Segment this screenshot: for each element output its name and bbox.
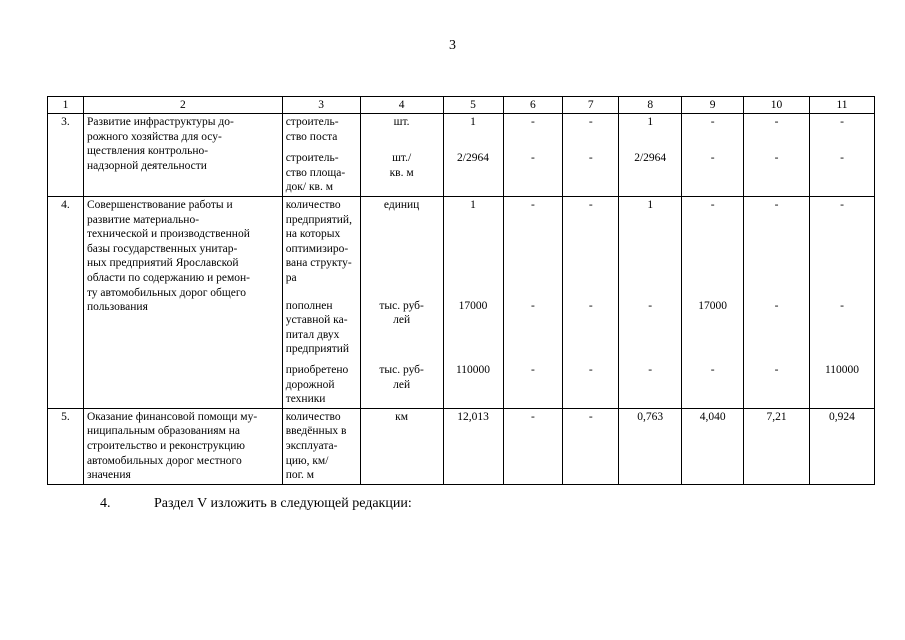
value-cell xyxy=(809,408,874,484)
value: - xyxy=(774,363,779,376)
value: 7,21 xyxy=(766,410,787,423)
footer-instruction xyxy=(100,496,412,512)
measure-name-line: технической и производственной xyxy=(86,228,250,241)
indicator-line: уставной ка- xyxy=(285,314,348,327)
value: 17000 xyxy=(458,299,488,312)
value: - xyxy=(531,363,535,376)
unit-line: шт./ xyxy=(392,152,412,165)
value-cell xyxy=(619,196,682,408)
value-cell xyxy=(744,408,810,484)
unit-line: кв. м xyxy=(389,166,414,179)
measure-name xyxy=(83,114,282,197)
header-cell: 3 xyxy=(282,97,360,114)
unit-cell xyxy=(360,196,443,408)
value: - xyxy=(588,198,593,211)
measure-name-line: рожного хозяйства для осу- xyxy=(86,130,222,143)
value: 110000 xyxy=(824,363,860,376)
indicator-line: предприятий, xyxy=(285,213,352,226)
unit-cell xyxy=(360,408,443,484)
measure-name-line: автомобильных дорог местного xyxy=(86,454,242,467)
value: 2/2964 xyxy=(457,152,489,165)
value: - xyxy=(531,299,535,312)
header-cell: 9 xyxy=(682,97,744,114)
indicator-line: дорожной xyxy=(285,378,335,391)
value: 1 xyxy=(647,198,654,211)
value-cell xyxy=(443,114,503,197)
value-cell xyxy=(563,114,619,197)
measure-name-line: Развитие инфраструктуры до- xyxy=(86,116,234,128)
table-row xyxy=(48,408,875,484)
value: - xyxy=(588,410,593,423)
indicator-line: количество xyxy=(285,198,341,211)
value: 1 xyxy=(647,116,654,128)
measure-name xyxy=(83,408,282,484)
value: - xyxy=(840,152,844,165)
row-number: 4. xyxy=(48,196,84,408)
value-cell xyxy=(682,196,744,408)
measure-name-line: значения xyxy=(86,469,131,482)
value: - xyxy=(710,363,715,376)
value: - xyxy=(774,152,779,165)
header-cell: 4 xyxy=(360,97,443,114)
unit-line: км xyxy=(395,410,409,423)
measure-name-line: Оказание финансовой помощи му- xyxy=(86,410,258,423)
indicator-line: техники xyxy=(285,393,326,406)
row-number: 5. xyxy=(48,408,84,484)
value: - xyxy=(710,152,715,165)
indicator-line: ство площа- xyxy=(285,166,346,179)
table-row xyxy=(48,114,875,197)
value: - xyxy=(531,152,535,165)
value: - xyxy=(588,152,593,165)
unit-line: тыс. руб- xyxy=(379,299,424,312)
measure-name-line: ниципальным образованиям на xyxy=(86,425,241,438)
unit-line: единиц xyxy=(383,198,420,211)
value-cell xyxy=(619,408,682,484)
header-cell: 8 xyxy=(619,97,682,114)
value-cell xyxy=(503,196,563,408)
header-cell: 7 xyxy=(563,97,619,114)
value: - xyxy=(648,299,653,312)
indicator-cell xyxy=(282,408,360,484)
header-cell: 10 xyxy=(744,97,810,114)
indicator-line: пог. м xyxy=(285,469,315,482)
value: 12,013 xyxy=(457,410,489,423)
indicator-line: количество xyxy=(285,410,341,423)
value-cell xyxy=(443,408,503,484)
value: 2/2964 xyxy=(634,152,667,165)
value-cell xyxy=(443,196,503,408)
value-cell xyxy=(809,114,874,197)
indicator-line: ство поста xyxy=(285,130,338,143)
footer-text: Раздел V изложить в следующей редакции: xyxy=(154,496,412,511)
measure-name xyxy=(83,196,282,408)
value: 17000 xyxy=(698,299,727,312)
unit-line: лей xyxy=(393,314,411,327)
value: - xyxy=(710,116,715,128)
header-cell: 2 xyxy=(83,97,282,114)
value: - xyxy=(774,299,779,312)
indicator-line: строитель- xyxy=(285,152,339,165)
measure-name-line: ществления контрольно- xyxy=(86,145,209,158)
header-cell: 1 xyxy=(48,97,84,114)
unit-line: шт. xyxy=(393,116,410,128)
value-cell xyxy=(682,408,744,484)
page-number: 3 xyxy=(449,38,456,53)
table-row xyxy=(48,196,875,408)
indicator-line: пополнен xyxy=(285,299,333,312)
value: - xyxy=(840,299,844,312)
value-cell xyxy=(619,114,682,197)
indicator-cell xyxy=(282,196,360,408)
value-cell xyxy=(744,114,810,197)
value: 0,763 xyxy=(637,410,664,423)
measure-name-line: надзорной деятельности xyxy=(86,159,207,172)
measure-name-line: ту автомобильных дорог общего xyxy=(86,286,247,299)
header-cell: 11 xyxy=(809,97,874,114)
value: - xyxy=(840,198,844,211)
value-cell xyxy=(503,408,563,484)
value: - xyxy=(531,410,535,423)
header-row xyxy=(48,97,875,114)
measure-name-line: области по содержанию и ремон- xyxy=(86,271,250,284)
measure-name-line: строительство и реконструкцию xyxy=(86,439,245,452)
measure-name-line: развитие материально- xyxy=(86,213,200,226)
value-cell xyxy=(503,114,563,197)
indicator-line: цию, км/ xyxy=(285,454,329,467)
value: 0,924 xyxy=(829,410,855,423)
value: - xyxy=(531,116,535,128)
indicator-line: оптимизиро- xyxy=(285,242,349,255)
value: 4,040 xyxy=(699,410,726,423)
indicator-line: эксплуата- xyxy=(285,439,338,452)
unit-cell xyxy=(360,114,443,197)
indicator-line: введённых в xyxy=(285,425,347,438)
value-cell xyxy=(563,408,619,484)
footer-number: 4. xyxy=(100,496,111,511)
measure-name-line: базы государственных унитар- xyxy=(86,242,238,255)
header-cell: 6 xyxy=(503,97,563,114)
value-cell xyxy=(809,196,874,408)
indicator-cell xyxy=(282,114,360,197)
indicator-line: строитель- xyxy=(285,116,339,128)
value: - xyxy=(774,198,779,211)
value: - xyxy=(588,363,593,376)
value: 1 xyxy=(470,198,476,211)
value: - xyxy=(588,299,593,312)
value-cell xyxy=(744,196,810,408)
measure-name-line: Совершенствование работы и xyxy=(86,198,233,211)
indicator-line: док/ кв. м xyxy=(285,181,333,194)
header-cell: 5 xyxy=(443,97,503,114)
value: - xyxy=(710,198,715,211)
measure-name-line: ных предприятий Ярославской xyxy=(86,257,239,270)
indicator-line: ра xyxy=(285,271,297,284)
value: 110000 xyxy=(455,363,491,376)
value-cell xyxy=(563,196,619,408)
value: - xyxy=(531,198,535,211)
indicator-line: питал двух xyxy=(285,328,340,341)
unit-line: лей xyxy=(393,378,411,391)
unit-line: тыс. руб- xyxy=(379,363,424,376)
value: - xyxy=(588,116,593,128)
value: - xyxy=(648,363,653,376)
program-table xyxy=(47,96,875,485)
indicator-line: предприятий xyxy=(285,343,350,356)
value-cell xyxy=(682,114,744,197)
indicator-line: приобретено xyxy=(285,363,349,376)
value: - xyxy=(774,116,779,128)
value: - xyxy=(840,116,844,128)
indicator-line: на которых xyxy=(285,228,341,241)
indicator-line: вана структу- xyxy=(285,257,352,270)
row-number: 3. xyxy=(48,114,84,197)
value: 1 xyxy=(470,116,476,128)
measure-name-line: пользования xyxy=(86,301,148,314)
